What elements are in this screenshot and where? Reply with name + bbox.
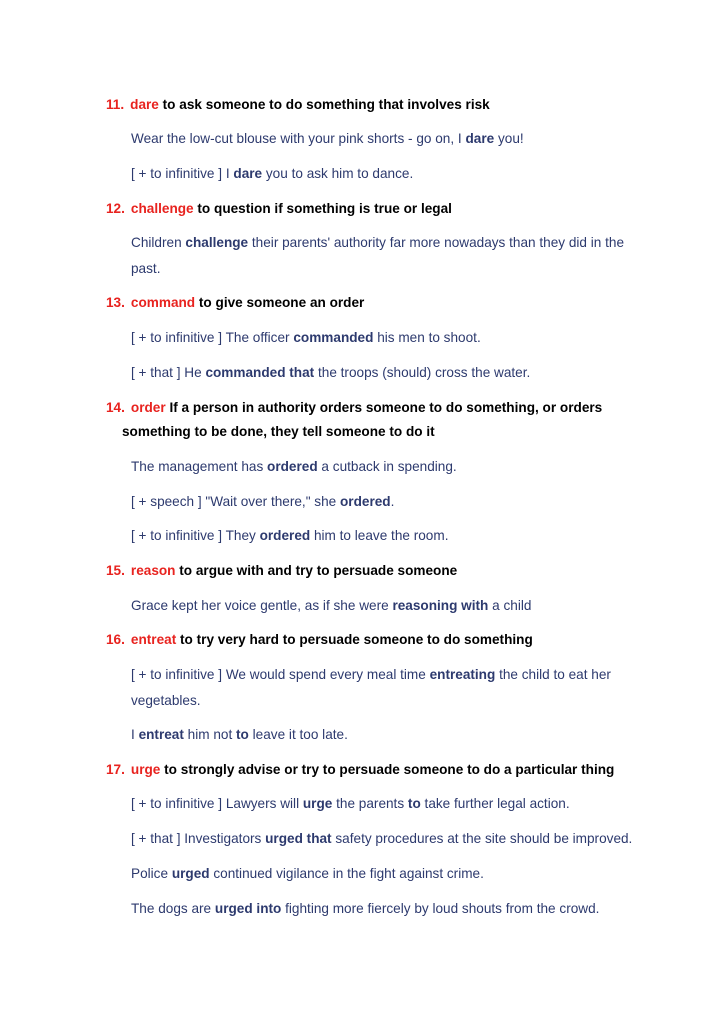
headword: urge xyxy=(130,762,161,777)
example-sentence: The management has ordered a cutback in spending. xyxy=(131,459,457,474)
example-sentence: The dogs are urged into fighting more fiercely by loud shouts from the crowd. xyxy=(131,901,600,916)
example-sentence: [ + that ] Investigators urged that safety procedures at the site should be improved. xyxy=(131,831,633,846)
entry-number: 11. xyxy=(106,97,125,112)
headword: command xyxy=(130,295,196,310)
definition: to try very hard to persuade someone to do something xyxy=(180,632,533,647)
example-sentence: [ + speech ] "Wait over there," she ordered. xyxy=(131,494,395,509)
example-sentence: [ + to infinitive ] We would spend every meal time entreating the child to eat her vegetables. xyxy=(131,667,611,708)
entry-heading xyxy=(106,93,666,117)
example-sentence: [ + to infinitive ] The officer commanded his men to shoot. xyxy=(131,330,481,345)
entry-number: 17. xyxy=(106,762,125,777)
example-sentence: Children challenge their parents' authority far more nowadays than they did in the past. xyxy=(131,235,625,276)
headword: order xyxy=(130,400,166,415)
example-sentence: [ + to infinitive ] I dare you to ask him to dance. xyxy=(131,166,414,181)
example-sentence: Police urged continued vigilance in the fight against crime. xyxy=(131,866,484,881)
entry-number: 12. xyxy=(106,201,125,216)
entry-number: 16. xyxy=(106,632,125,647)
entry-heading xyxy=(106,559,666,583)
definition: to strongly advise or try to persuade someone to do a particular thing xyxy=(164,762,615,777)
definition-continued: something to be done, they tell someone to do it xyxy=(122,424,435,439)
entry-heading xyxy=(106,291,666,315)
example-sentence: [ + that ] He commanded that the troops (should) cross the water. xyxy=(131,365,531,380)
definition: to question if something is true or legal xyxy=(197,201,452,216)
entry-heading xyxy=(106,197,666,221)
entry-number: 15. xyxy=(106,563,125,578)
example-sentence: Wear the low-cut blouse with your pink shorts - go on, I dare you! xyxy=(131,131,524,146)
entry-heading xyxy=(106,628,666,652)
definition: to ask someone to do something that involves risk xyxy=(162,97,490,112)
definition: to give someone an order xyxy=(198,295,365,310)
entry-heading xyxy=(106,396,666,444)
entry-heading xyxy=(106,758,666,782)
headword: challenge xyxy=(130,201,194,216)
example-sentence: [ + to infinitive ] They ordered him to leave the room. xyxy=(131,528,449,543)
headword: dare xyxy=(130,97,159,112)
example-sentence: I entreat him not to leave it too late. xyxy=(131,727,348,742)
headword: reason xyxy=(130,563,176,578)
example-sentence: Grace kept her voice gentle, as if she were reasoning with a child xyxy=(131,598,532,613)
entry-number: 13. xyxy=(106,295,125,310)
definition: If a person in authority orders someone to do something, or orders xyxy=(169,400,603,415)
headword: entreat xyxy=(130,632,177,647)
definition: to argue with and try to persuade someone xyxy=(179,563,458,578)
entry-number: 14. xyxy=(106,400,125,415)
example-sentence: [ + to infinitive ] Lawyers will urge the parents to take further legal action. xyxy=(131,796,570,811)
